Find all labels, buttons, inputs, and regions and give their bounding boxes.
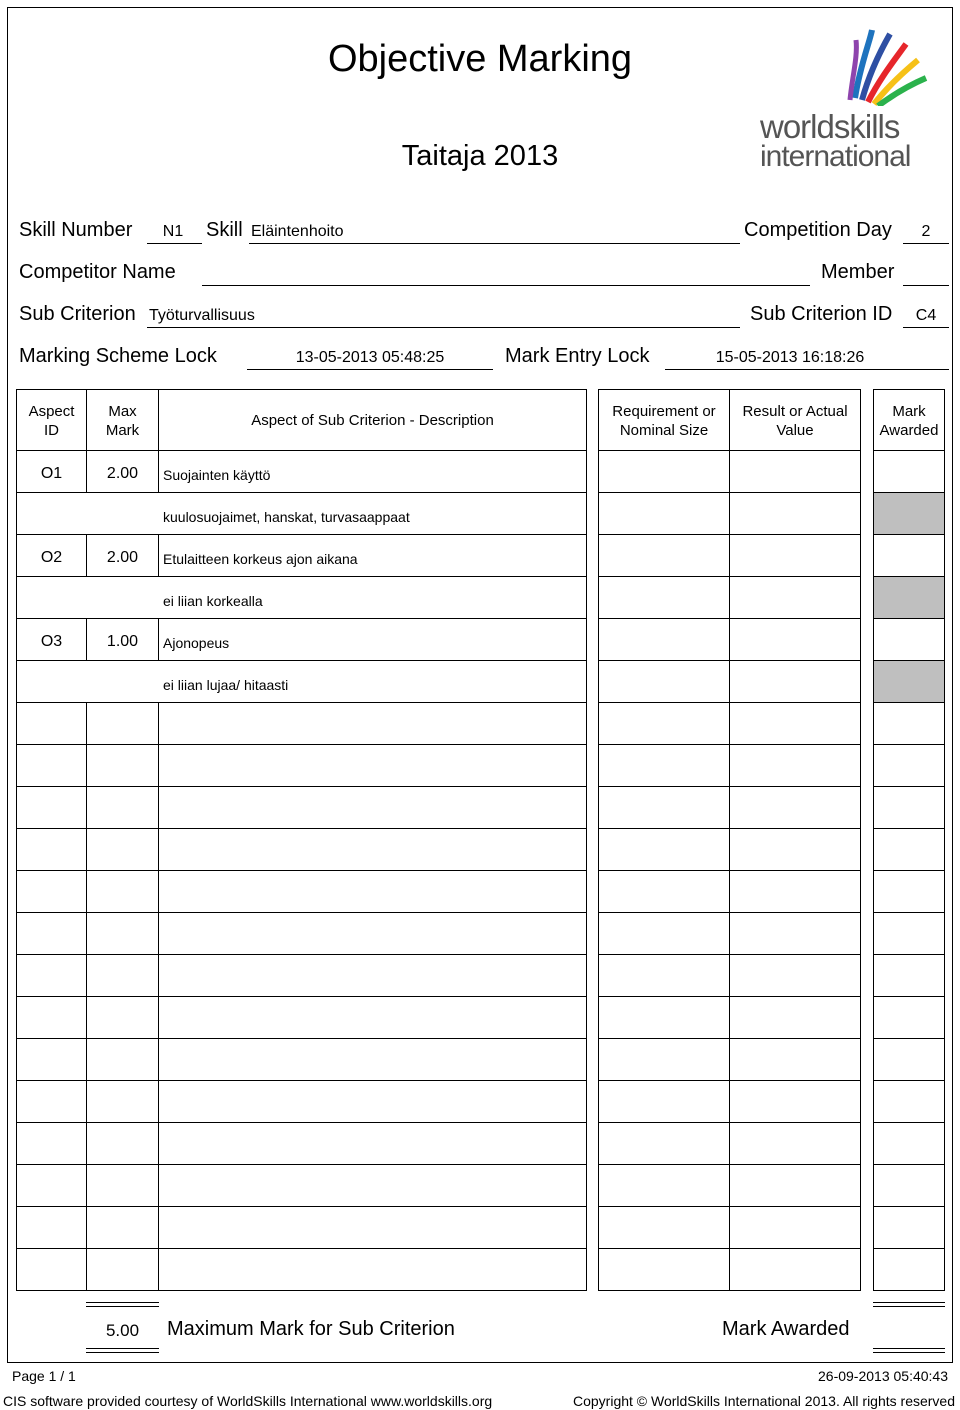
empty-row-2-mark-cell[interactable] (873, 744, 945, 787)
empty-row-5-requirement-cell (598, 870, 730, 913)
header-aspect-id-cell (16, 389, 87, 451)
empty-row-1-result-cell[interactable] (729, 702, 861, 745)
empty-row-9-max-cell (86, 1038, 159, 1081)
sub-criterion-value: Työturvallisuus (149, 307, 255, 324)
empty-row-7-result-cell[interactable] (729, 954, 861, 997)
empty-row-10-desc-cell (158, 1080, 587, 1123)
skill-number-label: Skill Number (19, 219, 133, 241)
marking-scheme-lock-value: 13-05-2013 05:48:25 (295, 349, 445, 366)
aspect-description: Ajonopeus (163, 635, 230, 651)
empty-row-12-id-cell (16, 1164, 87, 1207)
logo-text-international: international (760, 140, 911, 173)
row-o1-max-cell (86, 450, 159, 493)
empty-row-12-max-cell (86, 1164, 159, 1207)
row-o1-detail-mark-shaded (873, 492, 945, 535)
competition-day-underline (903, 243, 949, 244)
empty-row-1-mark-cell[interactable] (873, 702, 945, 745)
empty-row-11-requirement-cell (598, 1122, 730, 1165)
max-mark: 1.00 (106, 633, 139, 650)
empty-row-3-requirement-cell (598, 786, 730, 829)
empty-row-2-requirement-cell (598, 744, 730, 787)
max-total-top-rule (86, 1302, 159, 1307)
empty-row-10-requirement-cell (598, 1080, 730, 1123)
empty-row-9-mark-cell[interactable] (873, 1038, 945, 1081)
empty-row-2-desc-cell (158, 744, 587, 787)
header-description-cell (158, 389, 587, 451)
skill-number-underline (147, 243, 202, 244)
empty-row-14-result-cell[interactable] (729, 1248, 861, 1291)
header-description: Aspect of Sub Criterion - Description (251, 412, 494, 429)
row-o2-detail-mark-shaded (873, 576, 945, 619)
skill-number-value: N1 (162, 223, 184, 240)
empty-row-12-result-cell[interactable] (729, 1164, 861, 1207)
page-title: Objective Marking (327, 38, 633, 80)
empty-row-3-id-cell (16, 786, 87, 829)
empty-row-13-max-cell (86, 1206, 159, 1249)
skill-value: Eläintenhoito (251, 223, 344, 240)
competition-day-label: Competition Day (744, 219, 892, 241)
aspect-description: Etulaitteen korkeus ajon aikana (163, 551, 358, 567)
empty-row-14-desc-cell (158, 1248, 587, 1291)
marking-scheme-lock-underline (247, 369, 493, 370)
empty-row-9-id-cell (16, 1038, 87, 1081)
empty-row-2-result-cell[interactable] (729, 744, 861, 787)
member-underline (903, 285, 949, 286)
empty-row-3-max-cell (86, 786, 159, 829)
empty-row-5-desc-cell (158, 870, 587, 913)
aspect-description: Suojainten käyttö (163, 467, 271, 483)
mark-entry-lock-label: Mark Entry Lock (505, 345, 650, 367)
empty-row-1-desc-cell (158, 702, 587, 745)
empty-row-8-max-cell (86, 996, 159, 1039)
print-timestamp: 26-09-2013 05:40:43 (818, 1368, 948, 1384)
empty-row-3-desc-cell (158, 786, 587, 829)
empty-row-4-id-cell (16, 828, 87, 871)
empty-row-10-mark-cell[interactable] (873, 1080, 945, 1123)
empty-row-5-mark-cell[interactable] (873, 870, 945, 913)
mark-total-top-rule (873, 1302, 945, 1307)
empty-row-13-result-cell[interactable] (729, 1206, 861, 1249)
empty-row-6-id-cell (16, 912, 87, 955)
empty-row-12-desc-cell (158, 1164, 587, 1207)
header-result-cell (729, 389, 861, 451)
empty-row-7-requirement-cell (598, 954, 730, 997)
row-o3-result-cell[interactable] (729, 618, 861, 661)
empty-row-6-max-cell (86, 912, 159, 955)
empty-row-2-max-cell (86, 744, 159, 787)
empty-row-5-max-cell (86, 870, 159, 913)
sub-criterion-id-label: Sub Criterion ID (750, 303, 893, 325)
empty-row-10-result-cell[interactable] (729, 1080, 861, 1123)
empty-row-14-id-cell (16, 1248, 87, 1291)
empty-row-4-max-cell (86, 828, 159, 871)
empty-row-12-mark-cell[interactable] (873, 1164, 945, 1207)
row-o3-mark-cell[interactable] (873, 618, 945, 661)
empty-row-7-id-cell (16, 954, 87, 997)
empty-row-4-mark-cell[interactable] (873, 828, 945, 871)
aspect-id: O2 (40, 549, 63, 566)
sub-criterion-id-value: C4 (915, 307, 937, 324)
courtesy-text: CIS software provided courtesy of WorldSkills International www.worldskills.org (3, 1393, 493, 1409)
row-o1-id-cell (16, 450, 87, 493)
empty-row-7-max-cell (86, 954, 159, 997)
row-o3-desc-cell (158, 618, 587, 661)
mark-awarded-total-label: Mark Awarded (722, 1318, 850, 1340)
empty-row-6-result-cell[interactable] (729, 912, 861, 955)
row-o1-detail-requirement-cell (598, 492, 730, 535)
empty-row-2-id-cell (16, 744, 87, 787)
header-requirement-cell (598, 389, 730, 451)
row-o2-desc-cell (158, 534, 587, 577)
empty-row-8-requirement-cell (598, 996, 730, 1039)
sub-criterion-label: Sub Criterion (19, 303, 136, 325)
empty-row-6-desc-cell (158, 912, 587, 955)
empty-row-13-id-cell (16, 1206, 87, 1249)
aspect-detail: ei liian lujaa/ hitaasti (163, 677, 289, 693)
row-o3-detail-cell (16, 660, 587, 703)
empty-row-1-id-cell (16, 702, 87, 745)
max-total-bottom-rule (86, 1348, 159, 1353)
header-max-mark-cell (86, 389, 159, 451)
empty-row-14-max-cell (86, 1248, 159, 1291)
header-max-mark: Max Mark (105, 403, 140, 439)
row-o3-requirement-cell (598, 618, 730, 661)
row-o3-detail-requirement-cell (598, 660, 730, 703)
skill-label: Skill (206, 219, 243, 241)
empty-row-3-mark-cell[interactable] (873, 786, 945, 829)
row-o3-detail-result-cell (729, 660, 861, 703)
empty-row-5-id-cell (16, 870, 87, 913)
empty-row-8-id-cell (16, 996, 87, 1039)
aspect-detail: ei liian korkealla (163, 593, 263, 609)
row-o2-detail-cell (16, 576, 587, 619)
row-o1-desc-cell (158, 450, 587, 493)
empty-row-13-desc-cell (158, 1206, 587, 1249)
sub-criterion-id-underline (903, 327, 949, 328)
row-o1-detail-cell (16, 492, 587, 535)
empty-row-8-mark-cell[interactable] (873, 996, 945, 1039)
empty-row-6-mark-cell[interactable] (873, 912, 945, 955)
empty-row-7-desc-cell (158, 954, 587, 997)
empty-row-7-mark-cell[interactable] (873, 954, 945, 997)
row-o2-result-cell[interactable] (729, 534, 861, 577)
skill-underline (249, 243, 740, 244)
empty-row-11-max-cell (86, 1122, 159, 1165)
row-o1-detail-result-cell (729, 492, 861, 535)
row-o3-id-cell (16, 618, 87, 661)
row-o2-max-cell (86, 534, 159, 577)
aspect-id: O1 (40, 465, 63, 482)
row-o2-mark-cell[interactable] (873, 534, 945, 577)
header-mark-awarded: Mark Awarded (879, 403, 939, 439)
mark-total-bottom-rule (873, 1348, 945, 1353)
empty-row-11-id-cell (16, 1122, 87, 1165)
empty-row-11-mark-cell[interactable] (873, 1122, 945, 1165)
copyright-text: Copyright © WorldSkills International 2013. All rights reserved (572, 1393, 955, 1409)
empty-row-13-requirement-cell (598, 1206, 730, 1249)
empty-row-9-result-cell[interactable] (729, 1038, 861, 1081)
row-o2-detail-requirement-cell (598, 576, 730, 619)
header-result: Result or Actual Value (742, 403, 848, 439)
empty-row-1-max-cell (86, 702, 159, 745)
row-o3-max-cell (86, 618, 159, 661)
empty-row-9-desc-cell (158, 1038, 587, 1081)
mark-entry-lock-underline (665, 369, 949, 370)
empty-row-4-desc-cell (158, 828, 587, 871)
marking-scheme-lock-label: Marking Scheme Lock (19, 345, 217, 367)
row-o1-mark-cell[interactable] (873, 450, 945, 493)
empty-row-12-requirement-cell (598, 1164, 730, 1207)
empty-row-4-requirement-cell (598, 828, 730, 871)
empty-row-11-desc-cell (158, 1122, 587, 1165)
mark-entry-lock-value: 15-05-2013 16:18:26 (715, 349, 865, 366)
empty-row-10-max-cell (86, 1080, 159, 1123)
empty-row-1-requirement-cell (598, 702, 730, 745)
empty-row-14-requirement-cell (598, 1248, 730, 1291)
header-mark-awarded-cell (873, 389, 945, 451)
max-mark: 2.00 (106, 465, 139, 482)
empty-row-6-requirement-cell (598, 912, 730, 955)
empty-row-9-requirement-cell (598, 1038, 730, 1081)
max-mark-total-label: Maximum Mark for Sub Criterion (167, 1318, 455, 1340)
competitor-name-label: Competitor Name (19, 261, 176, 283)
competition-day-value: 2 (921, 223, 931, 240)
row-o2-id-cell (16, 534, 87, 577)
sub-criterion-underline (147, 327, 740, 328)
row-o1-requirement-cell (598, 450, 730, 493)
empty-row-3-result-cell[interactable] (729, 786, 861, 829)
logo-text-worldskills: worldskills (760, 108, 900, 145)
aspect-detail: kuulosuojaimet, hanskat, turvasaappaat (163, 509, 410, 525)
header-aspect-id: Aspect ID (28, 403, 75, 439)
empty-row-14-mark-cell[interactable] (873, 1248, 945, 1291)
worldskills-logo (760, 26, 930, 176)
logo-swoosh-icon (760, 26, 930, 106)
competition-title: Taitaja 2013 (401, 140, 559, 172)
max-mark-total: 5.00 (105, 1321, 140, 1340)
empty-row-8-desc-cell (158, 996, 587, 1039)
empty-row-13-mark-cell[interactable] (873, 1206, 945, 1249)
member-label: Member (821, 261, 895, 283)
row-o3-detail-mark-shaded (873, 660, 945, 703)
row-o2-requirement-cell (598, 534, 730, 577)
empty-row-11-result-cell[interactable] (729, 1122, 861, 1165)
empty-row-4-result-cell[interactable] (729, 828, 861, 871)
aspect-id: O3 (40, 633, 63, 650)
max-mark: 2.00 (106, 549, 139, 566)
row-o2-detail-result-cell (729, 576, 861, 619)
competitor-name-underline (202, 285, 810, 286)
empty-row-10-id-cell (16, 1080, 87, 1123)
empty-row-5-result-cell[interactable] (729, 870, 861, 913)
header-requirement: Requirement or Nominal Size (612, 403, 716, 439)
page-number: Page 1 / 1 (12, 1368, 76, 1384)
empty-row-8-result-cell[interactable] (729, 996, 861, 1039)
row-o1-result-cell[interactable] (729, 450, 861, 493)
